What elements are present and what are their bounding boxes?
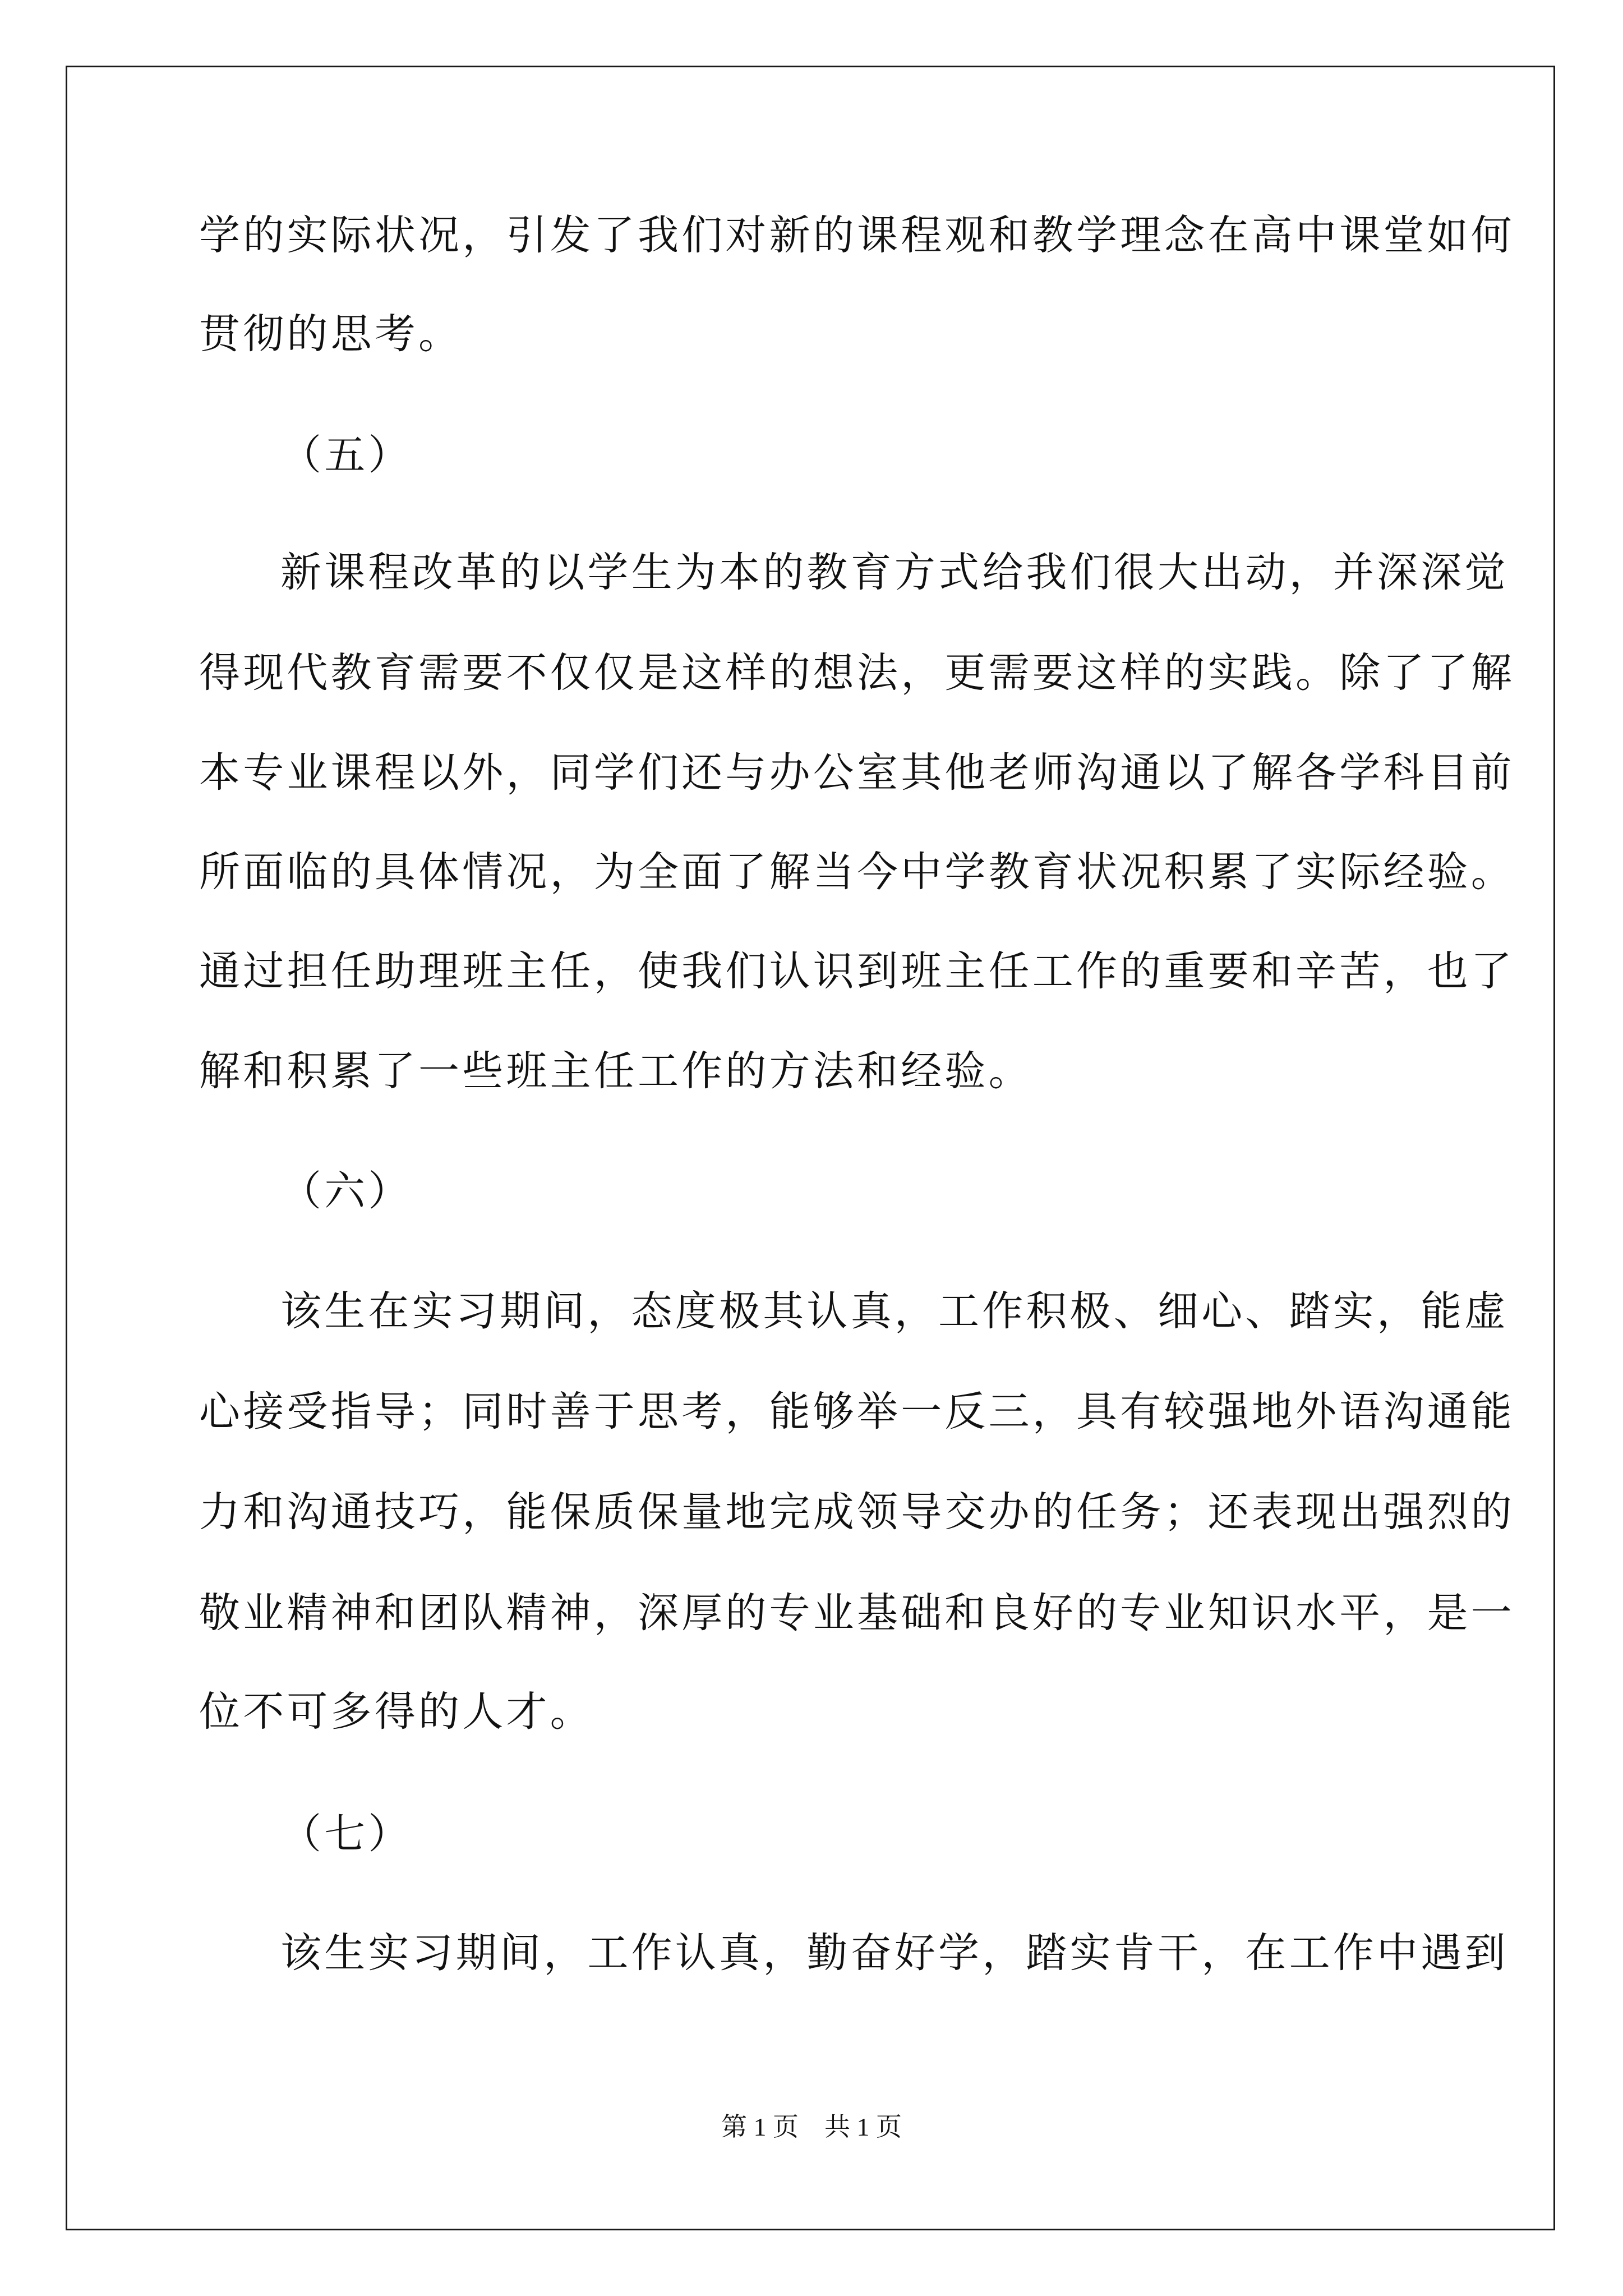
text-line: 该生在实习期间，态度极其认真，工作积极、细心、踏实，能虚 (280, 1287, 1509, 1335)
text-line: 该生实习期间，工作认真，勤奋好学，踏实肯干，在工作中遇到 (280, 1929, 1509, 1977)
page-footer: 第 1 页 共 1 页 (721, 2113, 902, 2141)
text-line: 贯彻的思考。 (199, 310, 463, 358)
text-line: 敬业精神和团队精神，深厚的专业基础和良好的专业知识水平，是一 (199, 1589, 1515, 1637)
section-heading: （五） (280, 431, 412, 479)
text-line: 解和积累了一些班主任工作的方法和经验。 (199, 1047, 1032, 1095)
section-heading: （六） (280, 1167, 412, 1215)
text-line: 得现代教育需要不仅仅是这样的想法，更需要这样的实践。除了了解 (199, 649, 1515, 697)
text-line: 心接受指导；同时善于思考，能够举一反三，具有较强地外语沟通能 (199, 1388, 1515, 1435)
page-border (66, 66, 1555, 2230)
text-line: 通过担任助理班主任，使我们认识到班主任工作的重要和辛苦，也了 (199, 947, 1515, 995)
text-line: 位不可多得的人才。 (199, 1688, 594, 1736)
text-line: 所面临的具体情况，为全面了解当今中学教育状况积累了实际经验。 (199, 848, 1515, 896)
section-heading: （七） (280, 1810, 412, 1858)
text-line: 新课程改革的以学生为本的教育方式给我们很大出动，并深深觉 (280, 549, 1509, 596)
text-line: 学的实际状况，引发了我们对新的课程观和教学理念在高中课堂如何 (199, 211, 1515, 259)
text-line: 本专业课程以外，同学们还与办公室其他老师沟通以了解各学科目前 (199, 749, 1515, 797)
text-line: 力和沟通技巧，能保质保量地完成领导交办的任务；还表现出强烈的 (199, 1488, 1515, 1536)
